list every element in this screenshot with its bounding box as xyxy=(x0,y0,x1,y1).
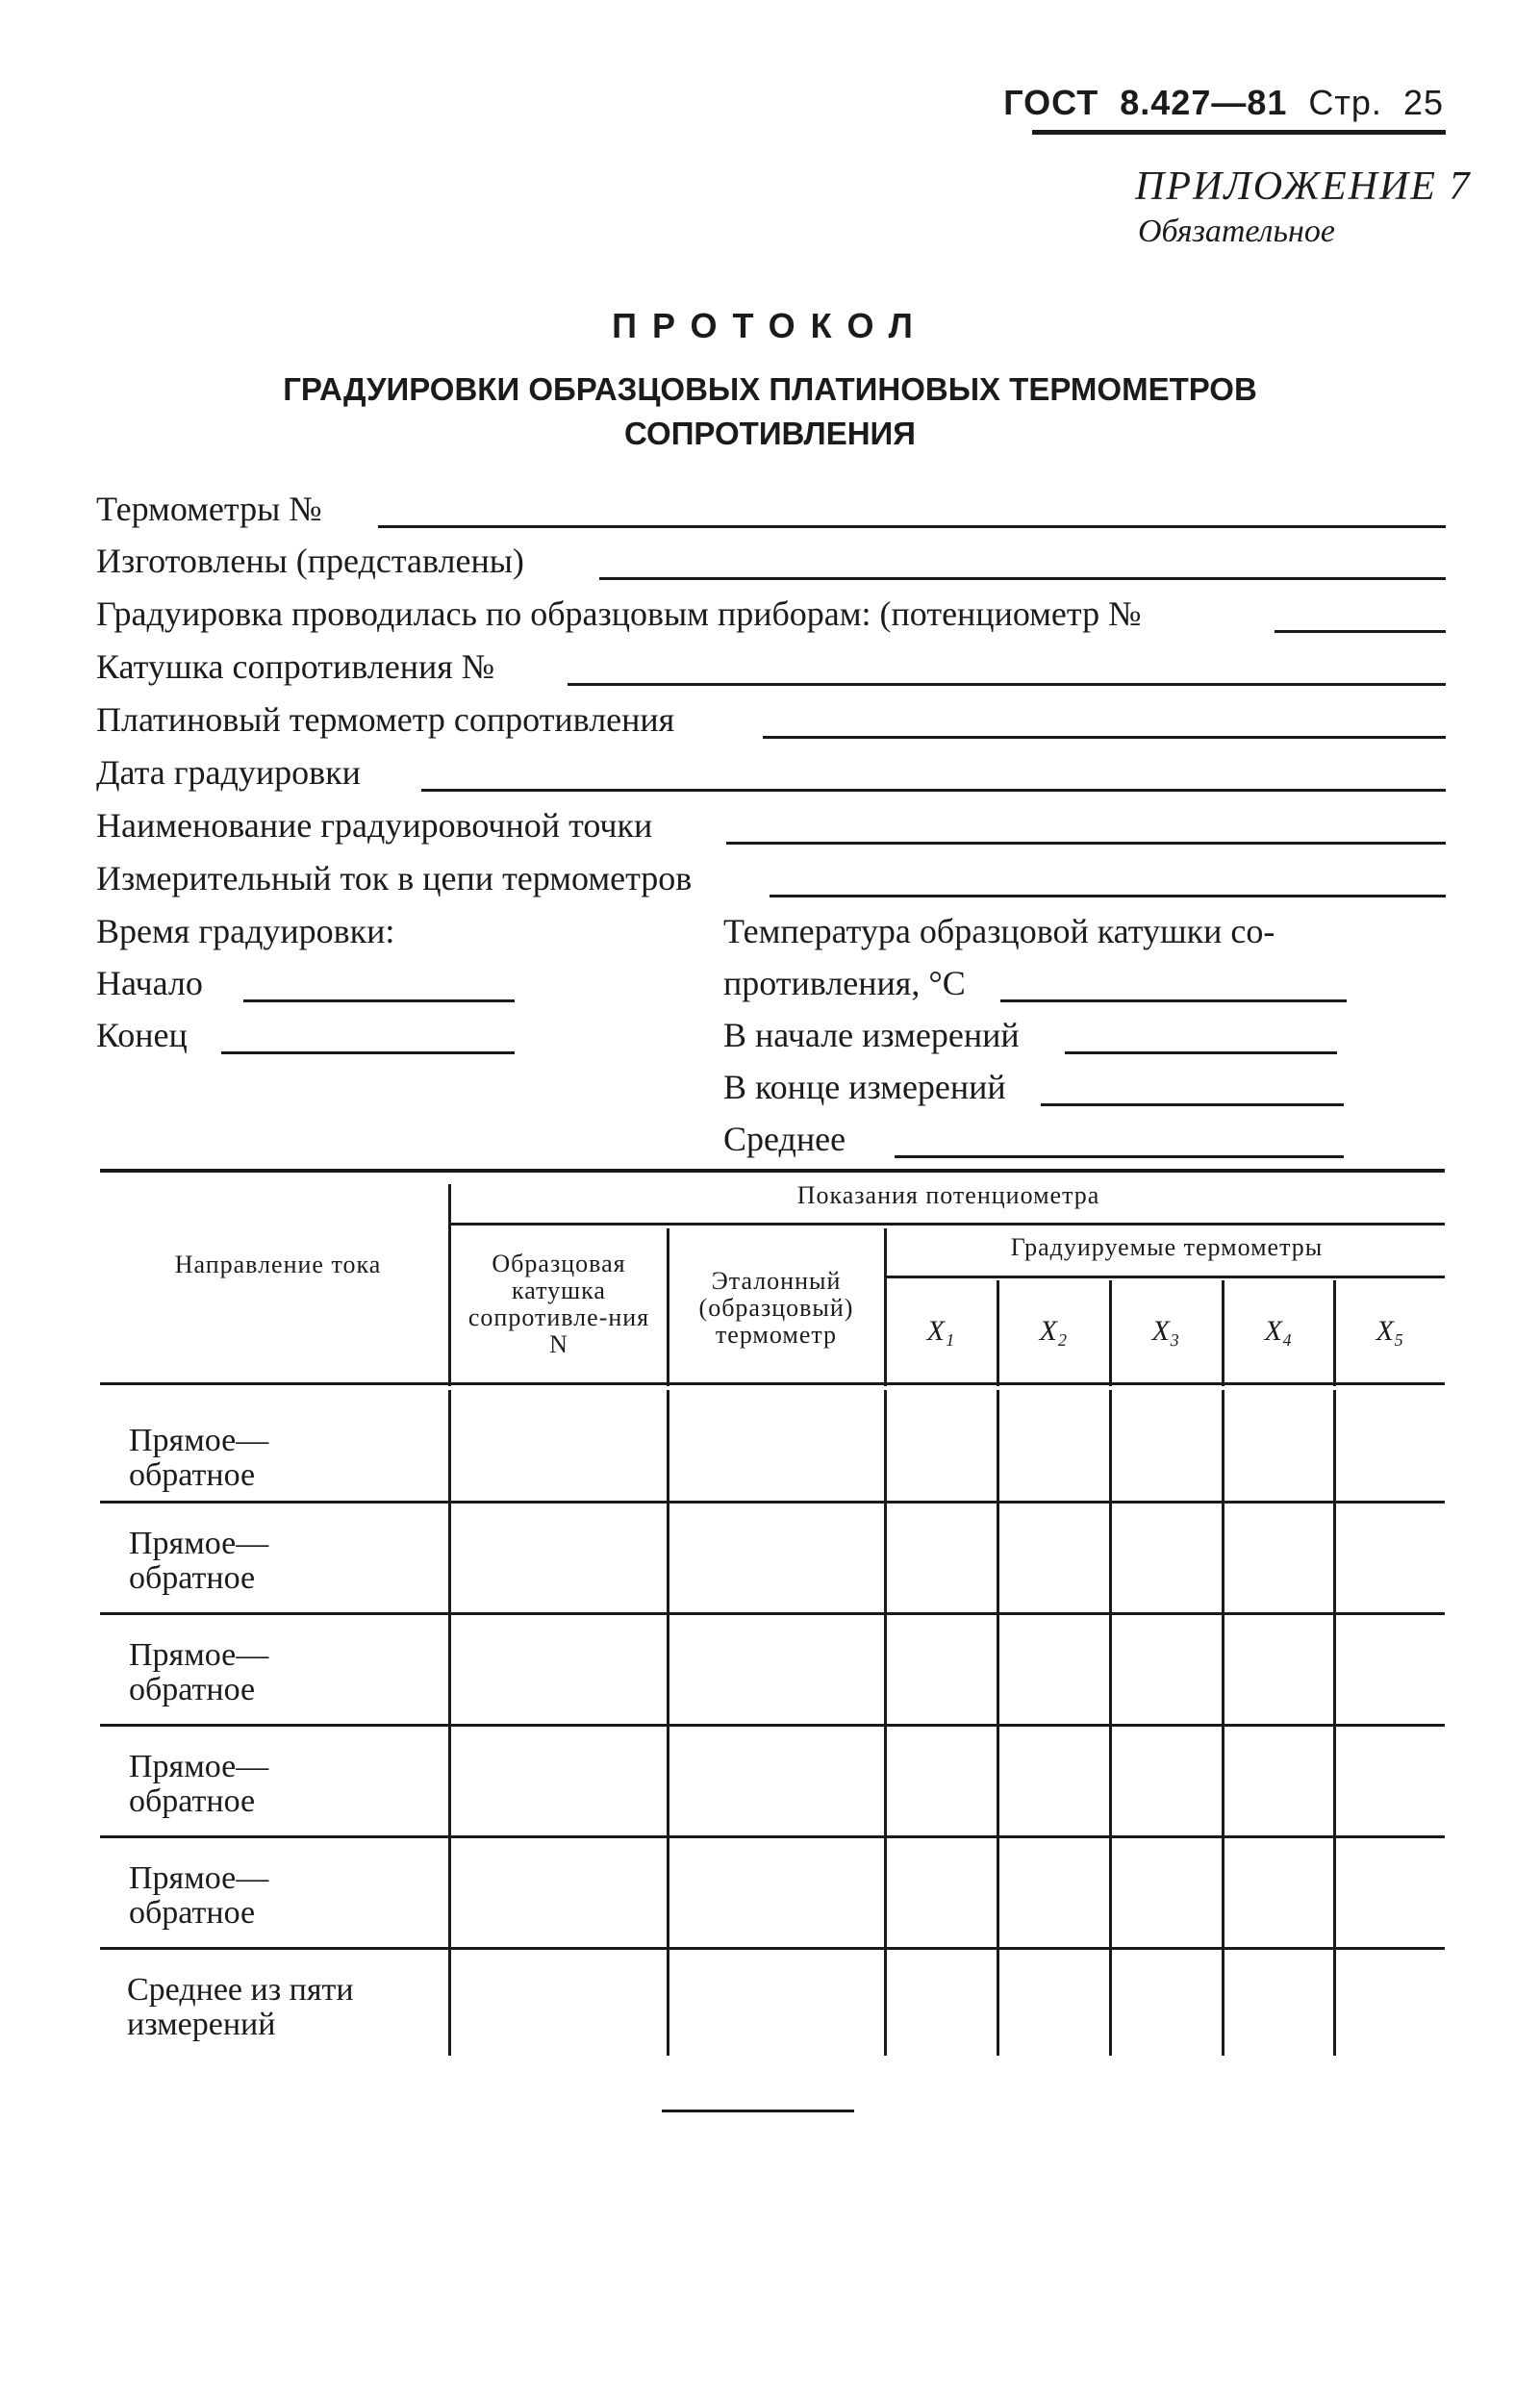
platinum-line[interactable] xyxy=(763,736,1446,739)
appendix-status: Обязательное xyxy=(1138,214,1335,249)
calibration-table xyxy=(100,1169,1445,2063)
row-label-2: Прямое— обратное xyxy=(129,1526,269,1596)
col-direction-header: Направление тока xyxy=(174,1251,382,1278)
col-standard-header: Эталонный (образцовый) термометр xyxy=(698,1267,854,1349)
row-rule-5 xyxy=(100,1947,1445,1950)
calibration-label: Градуировка проводилась по образцовым приборам: (потенциометр № xyxy=(96,594,1142,633)
coil-label: Катушка сопротивления № xyxy=(96,647,495,686)
body-vline-2 xyxy=(667,1390,669,2056)
row-label-5: Прямое— обратное xyxy=(129,1860,269,1931)
made-label: Изготовлены (представлены) xyxy=(96,542,524,580)
header-vline-3 xyxy=(884,1228,887,1386)
average-line[interactable] xyxy=(895,1155,1344,1158)
coil-line[interactable] xyxy=(568,683,1446,686)
header-vline-6 xyxy=(1222,1280,1224,1386)
body-vline-3 xyxy=(884,1390,887,2056)
header-rule xyxy=(1032,130,1446,135)
start-label: Начало xyxy=(96,964,203,1002)
header-bottom-rule xyxy=(100,1382,1445,1385)
at-start-line[interactable] xyxy=(1065,1051,1337,1054)
body-vline-4 xyxy=(997,1390,999,2056)
row-rule-3 xyxy=(100,1724,1445,1727)
body-vline-5 xyxy=(1109,1390,1112,2056)
header-vline-5 xyxy=(1109,1280,1112,1386)
graduated-rule xyxy=(885,1276,1445,1278)
page-number: 25 xyxy=(1402,83,1444,122)
document-subtitle xyxy=(0,367,1540,456)
col-x3-header: X₃ xyxy=(1151,1315,1180,1347)
at-start-label: В начале измерений xyxy=(723,1016,1020,1054)
header-vline-2 xyxy=(667,1228,669,1386)
made-line[interactable] xyxy=(599,577,1446,580)
header-vline-4 xyxy=(997,1280,999,1386)
date-label: Дата градуировки xyxy=(96,753,361,792)
end-line[interactable] xyxy=(221,1051,515,1054)
row-label-3: Прямое— обратное xyxy=(129,1637,269,1707)
potentiometer-rule xyxy=(449,1223,1445,1226)
body-vline-1 xyxy=(448,1390,451,2056)
thermometers-line[interactable] xyxy=(378,525,1446,528)
row-label-average: Среднее из пяти измерений xyxy=(127,1972,354,2042)
date-line[interactable] xyxy=(421,789,1446,792)
potentiometer-line[interactable] xyxy=(1275,630,1446,633)
header-vline-7 xyxy=(1333,1280,1336,1386)
col-graduated-header: Градуируемые термометры xyxy=(1010,1233,1324,1261)
platinum-label: Платиновый термометр сопротивления xyxy=(96,700,675,739)
at-end-label: В конце измерений xyxy=(723,1068,1006,1106)
end-label: Конец xyxy=(96,1016,188,1054)
body-vline-7 xyxy=(1333,1390,1336,2056)
thermometers-label: Термометры № xyxy=(96,490,322,528)
row-label-1: Прямое— обратное xyxy=(129,1423,269,1493)
col-coil-header: Образцовая катушка сопротивле-ния N xyxy=(467,1250,650,1358)
potentiometer-header: Показания потенциометра xyxy=(796,1181,1100,1209)
table-top-rule xyxy=(100,1169,1445,1173)
col-x1-header: X₁ xyxy=(926,1315,955,1347)
coil-temp-label-2: противления, °С xyxy=(723,964,966,1002)
row-rule-2 xyxy=(100,1612,1445,1615)
col-x2-header: X₂ xyxy=(1039,1315,1068,1347)
current-label: Измерительный ток в цепи термометров xyxy=(96,859,693,897)
col-x5-header: X₅ xyxy=(1376,1315,1404,1347)
header-vline-1 xyxy=(448,1184,451,1386)
at-end-line[interactable] xyxy=(1041,1103,1344,1106)
start-line[interactable] xyxy=(243,999,515,1002)
gost-label: ГОСТ xyxy=(1003,83,1099,122)
subtitle-line-2: СОПРОТИВЛЕНИЯ xyxy=(624,416,916,451)
coil-temp-label-1: Температура образцовой катушки со- xyxy=(723,912,1275,950)
document-title: ПРОТОКОЛ xyxy=(612,306,928,345)
point-label: Наименование градуировочной точки xyxy=(96,806,653,845)
gost-number: 8.427—81 xyxy=(1120,83,1288,122)
row-label-4: Прямое— обратное xyxy=(129,1749,269,1819)
average-label: Среднее xyxy=(723,1120,846,1158)
row-rule-4 xyxy=(100,1835,1445,1838)
page-label: Стр. xyxy=(1308,83,1382,122)
body-vline-6 xyxy=(1222,1390,1224,2056)
point-line[interactable] xyxy=(726,842,1446,845)
page-header xyxy=(1003,83,1444,123)
subtitle-line-1: ГРАДУИРОВКИ ОБРАЗЦОВЫХ ПЛАТИНОВЫХ ТЕРМОМЕТРОВ xyxy=(283,371,1257,407)
row-rule-1 xyxy=(100,1501,1445,1504)
appendix-title: ПРИЛОЖЕНИЕ 7 xyxy=(1135,164,1472,209)
coil-temp-line[interactable] xyxy=(1000,999,1347,1002)
time-label: Время градуировки: xyxy=(96,912,395,950)
footer-rule xyxy=(662,2110,854,2112)
col-x4-header: X₄ xyxy=(1264,1315,1293,1347)
current-line[interactable] xyxy=(770,895,1446,897)
